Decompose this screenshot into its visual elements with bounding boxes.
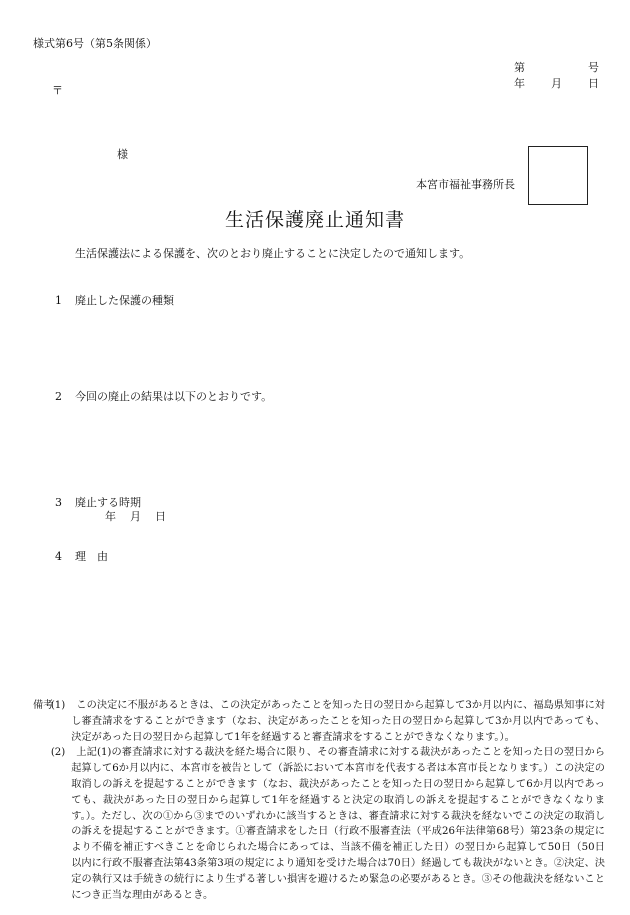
intro-text: 生活保護法による保護を、次のとおり廃止することに決定したので通知します。 xyxy=(75,247,471,260)
item-1-number: 1 xyxy=(55,294,62,307)
item-4-number: 4 xyxy=(55,550,62,563)
remark-item xyxy=(50,698,605,745)
form-label: 様式第6号（第5条関係） xyxy=(33,37,157,50)
date-year: 年 xyxy=(514,77,525,90)
postal-mark: 〒 xyxy=(52,84,63,97)
number-prefix: 第 xyxy=(514,61,525,74)
remark-text: この決定に不服があるときは、この決定があったことを知った日の翌日から起算して3か月以内に、福島県知事に対し審査請求をすることができます（なお、決定があったことを知った日の翌日から起算して3か月以内であっても、決定があった日の翌日から起算して1年を経過すると審査請求をすることができなくなります。）。 xyxy=(71,700,605,743)
number-suffix: 号 xyxy=(588,61,599,74)
remarks-body xyxy=(50,698,605,903)
item-3-text: 廃止する時期 xyxy=(75,496,141,509)
document-title: 生活保護廃止通知書 xyxy=(224,209,405,231)
period-month: 月 xyxy=(130,510,141,523)
item-2-number: 2 xyxy=(55,390,62,403)
remarks-heading: 備考 xyxy=(33,700,54,711)
remark-text: 上記(1)の審査請求に対する裁決を経た場合に限り、その審査請求に対する裁決があったことを知った日の翌日から起算して6か月以内に、本宮市を被告として（訴訟において本宮市を代表する者は本宮市長となります。）この決定の取消しの訴えを提起することができます（なお、裁決があったことを知った日の翌日から起算して6か月以内であっても、裁決があった日の翌日から起算して1年を経過すると決定の取消しの訴えを提起することができなくなります。）。ただし、次の①から③までのいずれかに該当するときは、審査請求に対する裁決を経ないでこの決定の取消しの訴えを提起することができます。①審査請求をした日（行政不服審査法（平成26年法律第68号）第23条の規定により不備を補正すべきことを命じられた場合にあっては、当該不備を補正した日）の翌日から起算して50日（50日以内に行政不服審査法第43条第3項の規定により通知を受けた場合は70日）経過しても裁決がないとき。②決定、決定の執行又は手続きの続行により生ずる著しい損害を避けるため緊急の必要があるとき。③その他裁決を経ないことにつき正当な理由があるとき。 xyxy=(71,747,605,901)
seal-box xyxy=(528,146,588,205)
item-3-number: 3 xyxy=(55,496,62,509)
item-4-text: 理 由 xyxy=(75,550,108,563)
item-1-text: 廃止した保護の種類 xyxy=(75,294,174,307)
remarks-section xyxy=(33,698,605,903)
remark-label: (1) xyxy=(50,700,66,711)
sender-name: 本宮市福祉事務所長 xyxy=(416,178,515,191)
period-day: 日 xyxy=(155,510,166,523)
remark-label: (2) xyxy=(50,747,66,759)
item-2-text: 今回の廃止の結果は以下のとおりです。 xyxy=(75,390,273,403)
remark-item xyxy=(50,745,605,903)
recipient-suffix: 様 xyxy=(117,148,128,161)
date-month: 月 xyxy=(551,77,562,90)
date-day: 日 xyxy=(588,77,599,90)
period-year: 年 xyxy=(105,510,116,523)
